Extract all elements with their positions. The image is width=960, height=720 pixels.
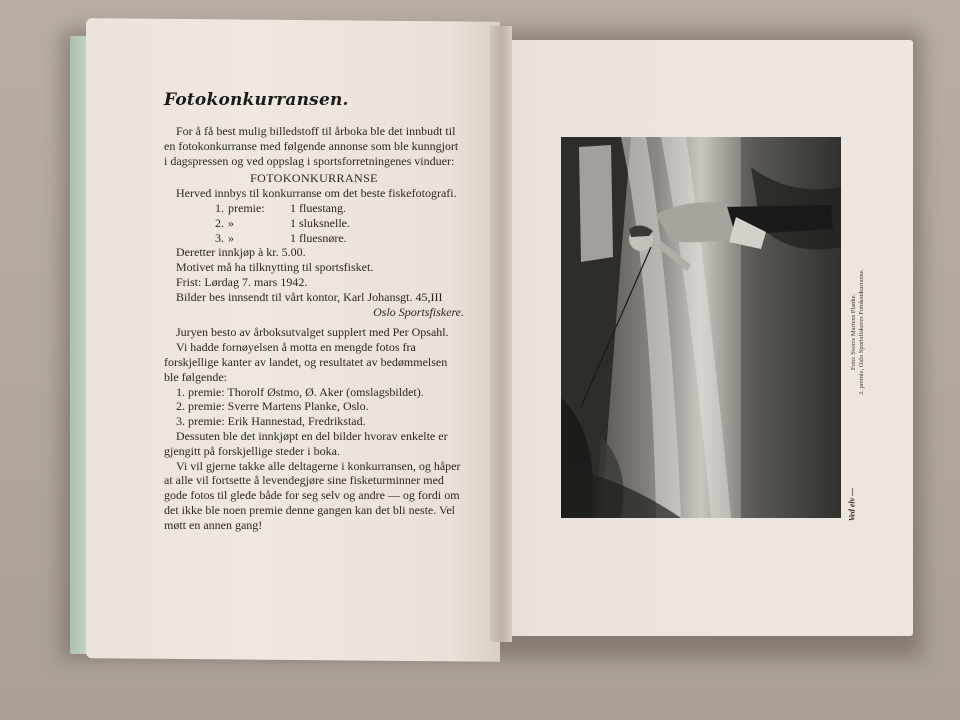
prize-position: 1. bbox=[215, 200, 224, 215]
intro-paragraph: For å få best mulig billedstoff til årboka ble det innbudt til en fotokonkurranse med følgende annonse som ble kunngjort i dagspressen og ved oppslag i sportsforretningenes vinduer: bbox=[164, 124, 459, 168]
prize-item: 1 fluesnøre. bbox=[290, 230, 347, 245]
jury-paragraph: Juryen besto av årboksutvalget supplert med Per Opsahl. bbox=[176, 325, 449, 340]
prize-position: 3. bbox=[215, 230, 224, 245]
purchased-paragraph: Dessuten ble det innkjøpt en del bilder hvorav enkelte er gjengitt på forskjellige steder i boka. bbox=[164, 428, 448, 458]
results-paragraph: Vi hadde fornøyelsen å motta en mengde fotos fra forskjellige kanter av landet, og resultatet av bedømmelsen ble følgende: bbox=[164, 340, 448, 384]
winner-item: 1. premie: Thorolf Østmo, Ø. Aker (omslagsbildet). bbox=[176, 384, 424, 399]
winner-item: 3. premie: Erik Hannestad, Fredrikstad. bbox=[176, 414, 366, 429]
thanks-paragraph: Vi vil gjerne takke alle deltagerne i konkurransen, og håper at alle vil fortsette å levendegjøre sine fisketurminner med gode fotos til glede både for seg selv og andre — og fordi om det ikke ble noen premie denne gangen kan det bli neste. Vel møtt en annen gang! bbox=[164, 458, 461, 532]
page-heading: Fotokonkurransen. bbox=[164, 90, 349, 110]
prize-row bbox=[164, 201, 464, 216]
photo-caption: Ved elv — bbox=[847, 487, 857, 522]
ad-signature: Oslo Sportsfiskere. bbox=[373, 304, 464, 319]
photo-credit bbox=[850, 142, 866, 522]
prize-item: 1 fluestang. bbox=[290, 200, 346, 215]
photo-credit-line: 2. premie, Oslo Sportsfiskeres Fotokonkurranse. bbox=[858, 269, 865, 395]
ad-submit: Bilder bes innsendt til vårt kontor, Karl Johansgt. 45,III bbox=[176, 289, 443, 304]
prize-row bbox=[164, 231, 464, 246]
angler-photo-illustration bbox=[561, 137, 841, 518]
prize-row bbox=[164, 216, 464, 231]
prize-item: 1 sluksnelle. bbox=[290, 215, 350, 230]
prize-label: » bbox=[228, 230, 234, 245]
prize-label: premie: bbox=[228, 200, 265, 215]
winners-list bbox=[164, 385, 464, 429]
prize-label: » bbox=[228, 215, 234, 230]
prize-position: 2. bbox=[215, 215, 224, 230]
competition-ad bbox=[164, 171, 464, 319]
ad-invite: Herved innbys til konkurranse om det beste fiskefotografi. bbox=[176, 186, 457, 201]
angler-photo bbox=[561, 137, 841, 518]
ad-motive: Motivet må ha tilknytting til sportsfisket. bbox=[176, 260, 374, 275]
prize-list bbox=[164, 201, 464, 245]
ad-deadline: Frist: Lørdag 7. mars 1942. bbox=[176, 274, 308, 289]
ad-title: FOTOKONKURRANSE bbox=[250, 171, 378, 186]
winner-item: 2. premie: Sverre Martens Planke, Oslo. bbox=[176, 399, 369, 414]
article-text bbox=[164, 124, 464, 533]
ad-fee: Deretter innkjøp à kr. 5.00. bbox=[176, 245, 306, 260]
photo-credit-line: Foto: Sverre Martens Planke. bbox=[850, 293, 857, 371]
book-gutter bbox=[490, 26, 512, 642]
